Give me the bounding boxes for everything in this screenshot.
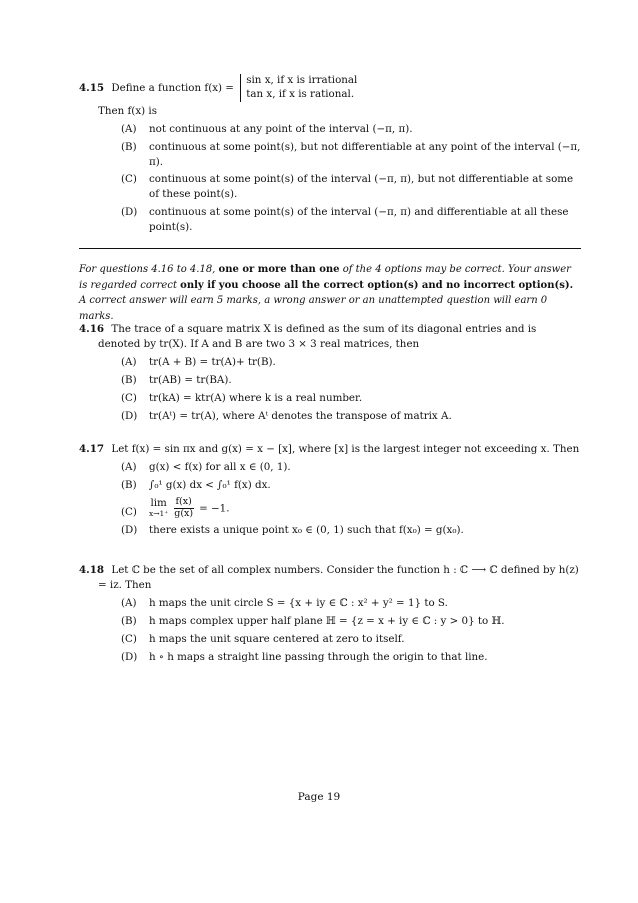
page-number: Page 19 [297,791,341,803]
option-label: (D) [121,206,138,219]
option-text: ∫₀¹ g(x) dx < ∫₀¹ f(x) dx. [149,478,271,491]
question-4-16 [79,322,581,424]
question-number: 4.18 [79,564,105,576]
option-a [79,596,581,611]
option-b [79,478,581,493]
option-d [79,409,581,424]
question-4-18-stem [79,563,581,593]
option-label: (B) [121,614,137,627]
question-text: Let ℂ be the set of all complex numbers. Consider the function h : ℂ ⟶ ℂ defined by h(z) = iz. Then [98,564,579,591]
question-intro: Define a function f(x) = [111,81,234,94]
case-irrational: sin x, if x is irrational [246,74,358,86]
option-c [79,497,581,520]
option-label: (C) [121,391,137,404]
option-text: h maps the unit square centered at zero to itself. [149,632,405,645]
option-a [79,460,581,475]
option-b [79,140,581,170]
option-label: (D) [121,650,138,663]
question-4-16-stem [79,322,581,352]
option-text: tr(AB) = tr(BA). [149,373,232,386]
note-bold-2: only if you choose all the correct option(s) and no incorrect option(s). [180,279,574,291]
limit-subscript: x→1⁺ [149,508,169,518]
option-d [79,650,581,665]
fraction-numerator: f(x) [175,495,192,507]
option-d [79,205,581,235]
option-label: (B) [121,478,137,491]
piecewise-cases [240,74,357,102]
option-text: there exists a unique point x₀ ∈ (0, 1) such that f(x₀) = g(x₀). [149,523,464,536]
fraction-denominator: g(x) [174,507,194,519]
option-label: (A) [121,355,137,368]
option-text: g(x) < f(x) for all x ∈ (0, 1). [149,460,291,473]
option-a [79,355,581,370]
question-number: 4.15 [79,81,105,94]
option-label: (D) [121,409,138,422]
instructions-note [79,262,581,324]
option-label: (C) [121,173,137,186]
limit-word: lim [150,497,167,510]
option-text: continuous at some point(s), but not differentiable at any point of the interval (−π, π). [149,140,581,168]
fraction [174,497,194,520]
question-then: Then f(x) is [98,104,158,117]
case-rational: tan x, if x is rational. [246,87,355,100]
note-part-3: A correct answer will earn 5 marks, a wrong answer or an unattempted question will earn 0 marks. [79,295,548,322]
question-text: The trace of a square matrix X is defined as the sum of its diagonal entries and is denoted by tr(X). If A and B are two 3 × 3 real matrices, then [98,323,537,350]
option-text: continuous at some point(s) of the interval (−π, π) and differentiable at all these point(s). [149,206,569,234]
option-a [79,122,581,137]
option-text: h maps complex upper half plane ℍ = {z = x + iy ∈ ℂ : y > 0} to ℍ. [149,614,505,627]
option-label: (A) [121,122,137,135]
option-label: (B) [121,140,137,153]
option-label: (A) [121,460,137,473]
option-label: (C) [121,505,137,518]
limit-operator [149,498,168,518]
option-text: h ∘ h maps a straight line passing through the origin to that line. [149,650,488,663]
option-text: continuous at some point(s) of the interval (−π, π), but not differentiable at some of these point(s). [149,173,574,201]
option-label: (A) [121,596,137,609]
question-4-15-stem [79,74,581,102]
question-text: Let f(x) = sin πx and g(x) = x − [x], where [x] is the largest integer not exceeding x. Then [111,443,580,455]
option-b [79,614,581,629]
option-c [79,391,581,406]
question-4-17-stem [79,442,581,457]
question-number: 4.16 [79,323,105,335]
question-4-17 [79,442,581,538]
note-part-1: For questions 4.16 to 4.18, [79,264,216,275]
option-text: h maps the unit circle S = {x + iy ∈ ℂ : x² + y² = 1} to S. [149,596,448,609]
option-text: tr(A + B) = tr(A)+ tr(B). [149,355,276,368]
question-4-18 [79,563,581,665]
option-label: (C) [121,632,137,645]
option-b [79,373,581,388]
limit-result: = −1. [199,502,230,515]
note-part-2: of the 4 options may be correct. Your answer is regarded correct [79,264,571,291]
question-number: 4.17 [79,443,105,455]
option-text: not continuous at any point of the interval (−π, π). [149,122,413,135]
note-bold-1: one or more than one [218,264,340,275]
option-label: (B) [121,373,137,386]
question-4-15 [79,74,581,235]
option-d [79,523,581,538]
option-c [79,632,581,647]
option-label: (D) [121,523,138,536]
section-divider [79,248,581,249]
option-text: tr(kA) = ktr(A) where k is a real number. [149,391,363,404]
option-text: tr(Aᵗ) = tr(A), where Aᵗ denotes the transpose of matrix A. [149,409,452,422]
option-c [79,172,581,202]
